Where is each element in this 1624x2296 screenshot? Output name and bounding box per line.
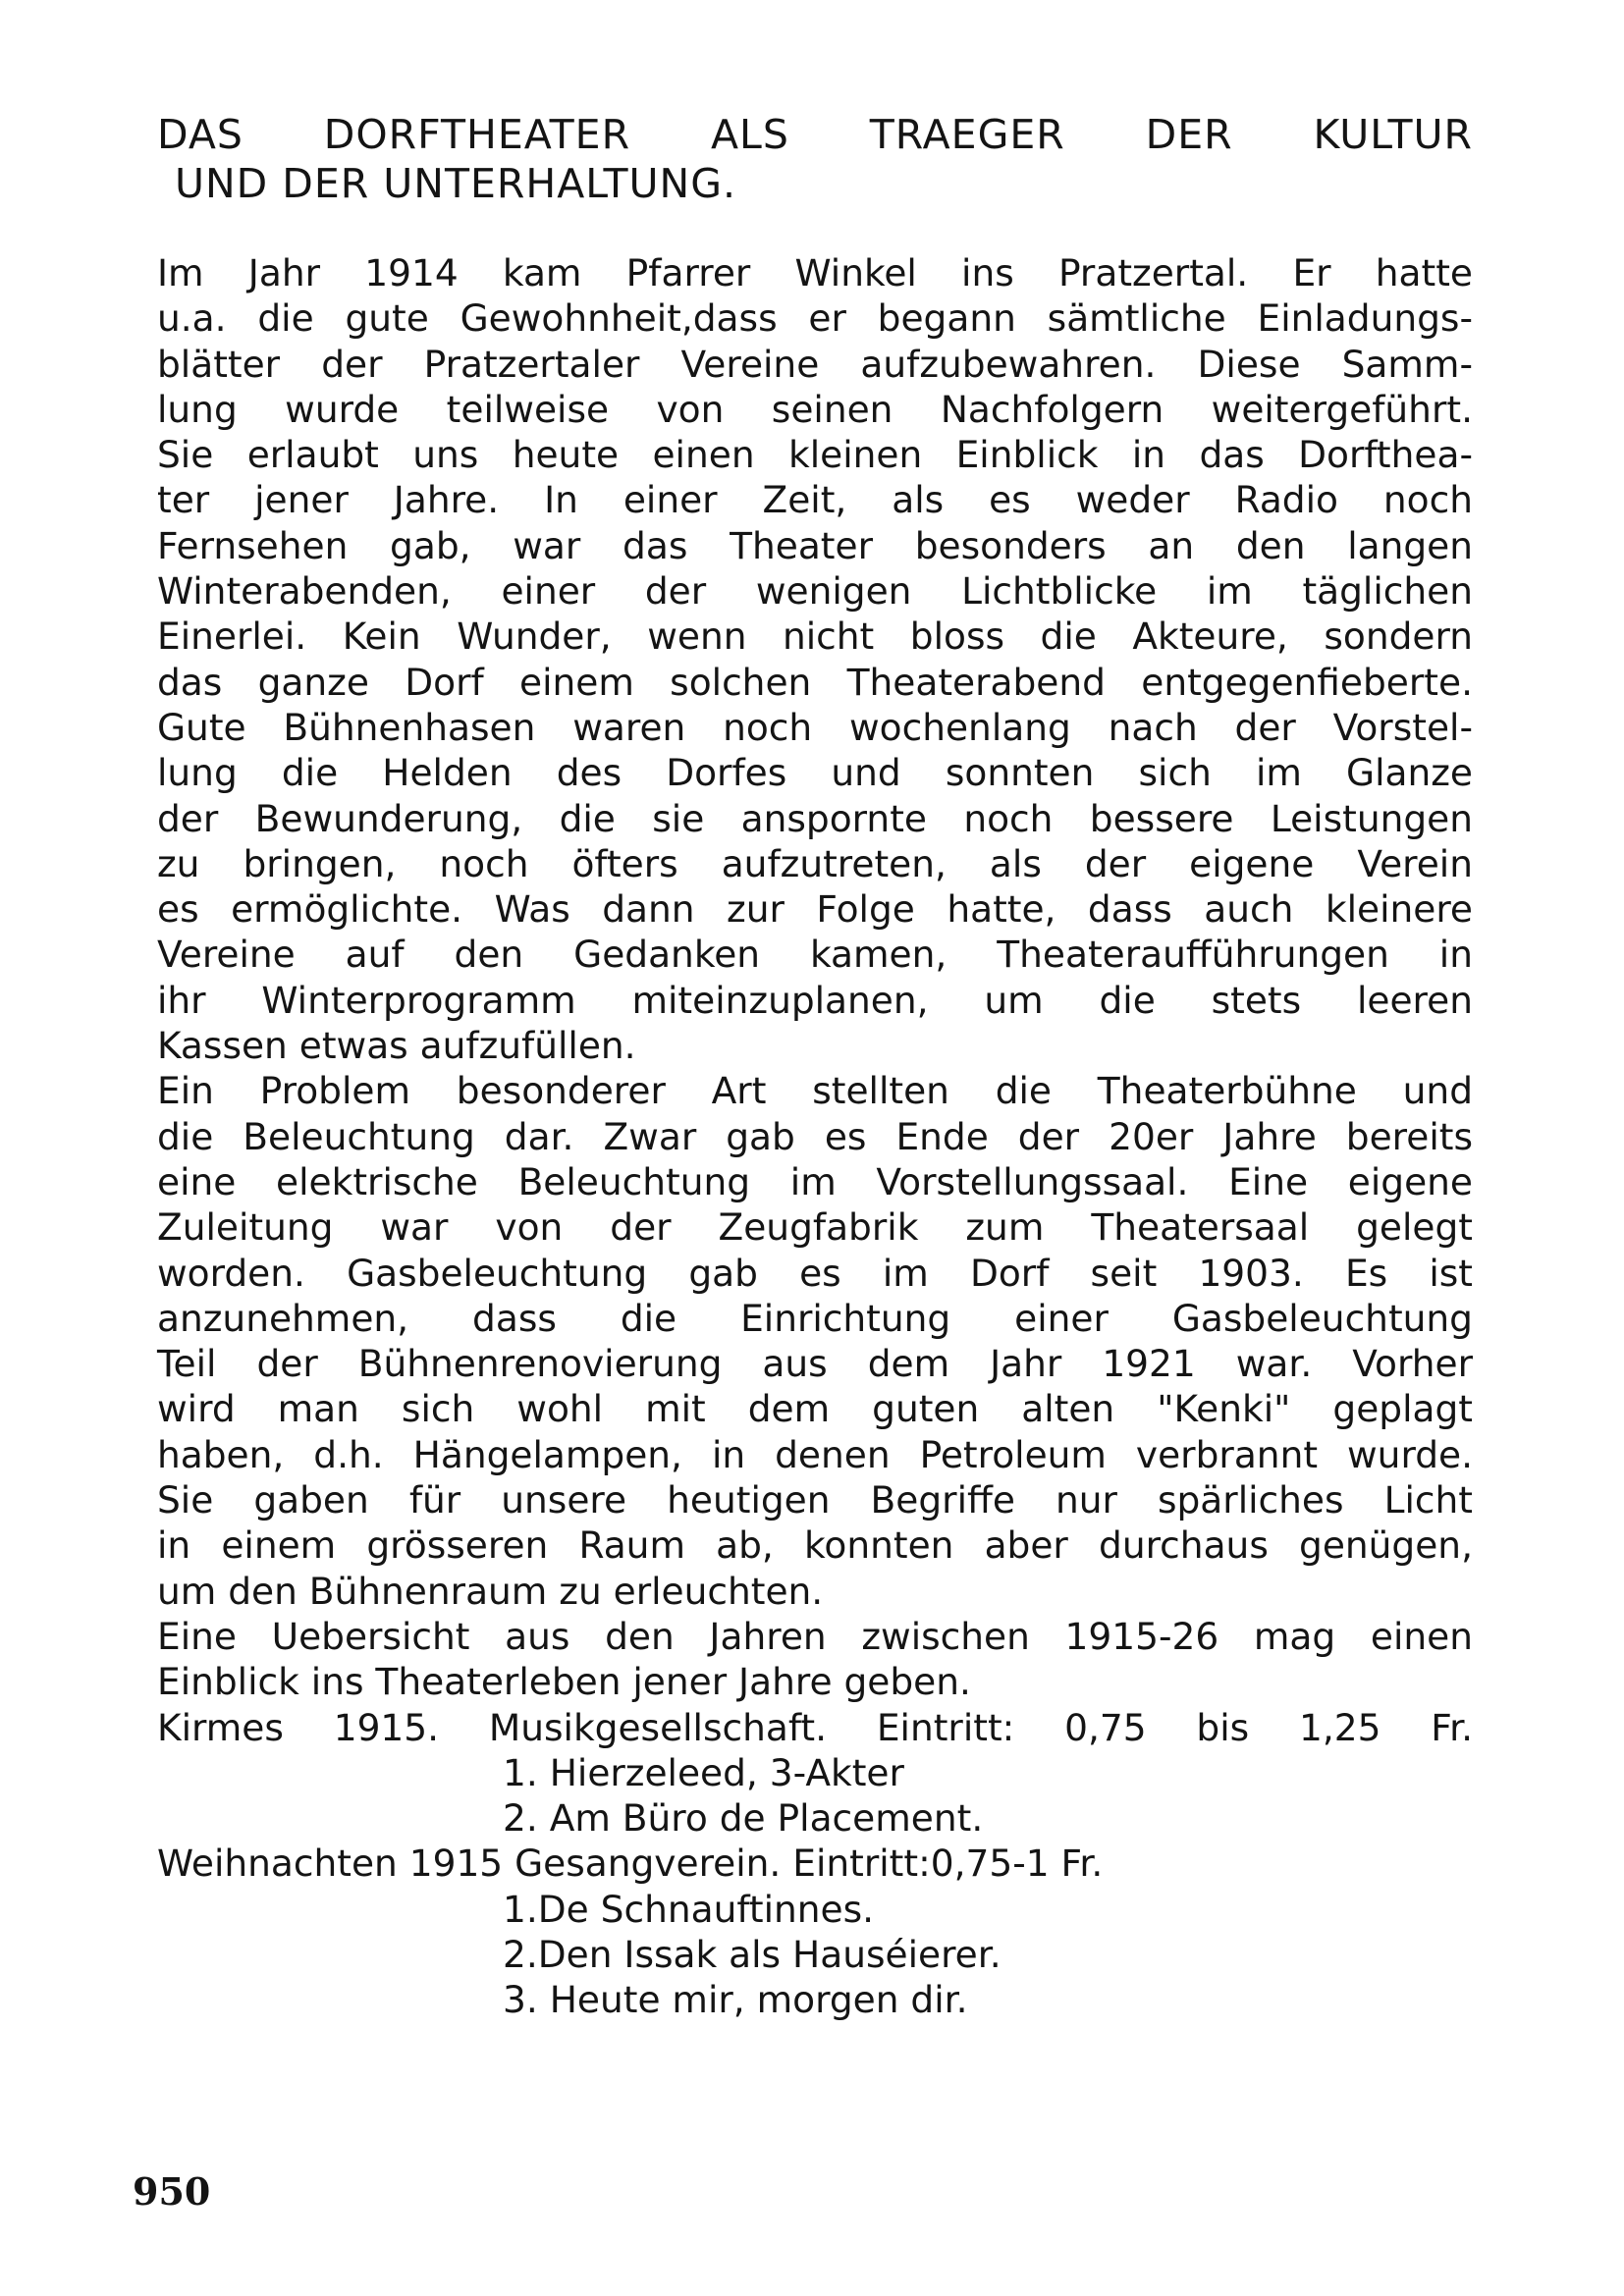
text-line: Fernsehen gab, war das Theater besonders an den langen [157,523,1473,567]
text-line: ihr Winterprogramm miteinzuplanen, um die stets leeren [157,978,1473,1022]
text-line: worden. Gasbeleuchtung gab es im Dorf seit 1903. Es ist [157,1251,1473,1295]
event-item: 1.De Schnauftinnes. [503,1887,875,1931]
text-line: wird man sich wohl mit dem guten alten "Kenki" geplagt [157,1387,1473,1431]
text-line: Zuleitung war von der Zeugfabrik zum Theatersaal gelegt [157,1205,1473,1250]
event-item: 2.Den Issak als Hauséierer. [503,1932,1001,1976]
text-line: lung die Helden des Dorfes und sonnten sich im Glanze [157,751,1473,795]
text-line: ter jener Jahre. In einer Zeit, als es weder Radio noch [157,478,1473,522]
page-title [157,110,1473,208]
text-line: es ermöglichte. Was dann zur Folge hatte, dass auch kleinere [157,887,1473,932]
event-item: 1. Hierzeleed, 3-Akter [503,1750,904,1794]
article-body [157,250,1473,2023]
event-item: 3. Heute mir, morgen dir. [503,1978,968,2022]
text-line: das ganze Dorf einem solchen Theaterabend entgegenfieberte. [157,660,1473,704]
text-line: die Beleuchtung dar. Zwar gab es Ende der 20er Jahre bereits [157,1114,1473,1158]
text-line: Im Jahr 1914 kam Pfarrer Winkel ins Pratzertal. Er hatte [157,251,1473,294]
text-line: Gute Bühnenhasen waren noch wochenlang nach der Vorstel- [157,705,1473,749]
title-line-2: UND DER UNTERHALTUNG. [175,160,736,207]
text-line: u.a. die gute Gewohnheit,dass er begann sämtliche Einladungs- [157,296,1473,341]
event-heading: Weihnachten 1915 Gesangverein. Eintritt:0,75-1 Fr. [157,1842,1104,1886]
page-number: 950 [133,2169,211,2214]
text-line: anzunehmen, dass die Einrichtung einer Gasbeleuchtung [157,1296,1473,1340]
text-line: in einem grösseren Raum ab, konnten aber durchaus genügen, [157,1523,1473,1568]
event-heading: Kirmes 1915. Musikgesellschaft. Eintritt: 0,75 bis 1,25 Fr. [157,1705,1473,1749]
text-line: Einerlei. Kein Wunder, wenn nicht bloss die Akteure, sondern [157,614,1473,659]
text-line: Einblick ins Theaterleben jener Jahre geben. [157,1660,971,1704]
text-line: Winterabenden, einer der wenigen Lichtblicke im täglichen [157,569,1473,614]
title-line-1: DAS DORFTHEATER ALS TRAEGER DER KULTUR [157,111,1473,158]
event-item: 2. Am Büro de Placement. [503,1796,984,1841]
text-line: um den Bühnenraum zu erleuchten. [157,1569,824,1613]
text-line: blätter der Pratzertaler Vereine aufzubewahren. Diese Samm- [157,342,1473,386]
text-line: eine elektrische Beleuchtung im Vorstellungssaal. Eine eigene [157,1159,1473,1203]
text-line: Eine Uebersicht aus den Jahren zwischen 1915-26 mag einen [157,1614,1473,1658]
text-line: lung wurde teilweise von seinen Nachfolgern weitergeführt. [157,387,1473,431]
text-line: Kassen etwas aufzufüllen. [157,1024,636,1068]
text-line: Teil der Bühnenrenovierung aus dem Jahr 1921 war. Vorher [157,1342,1473,1386]
text-line: Vereine auf den Gedanken kamen, Theateraufführungen in [157,933,1473,977]
text-line: Ein Problem besonderer Art stellten die Theaterbühne und [157,1069,1473,1113]
text-line: der Bewunderung, die sie anspornte noch bessere Leistungen [157,796,1473,840]
text-line: Sie erlaubt uns heute einen kleinen Einblick in das Dorfthea- [157,433,1473,477]
text-line: zu bringen, noch öfters aufzutreten, als der eigene Verein [157,841,1473,885]
text-line: Sie gaben für unsere heutigen Begriffe nur spärliches Licht [157,1478,1473,1522]
text-line: haben, d.h. Hängelampen, in denen Petroleum verbrannt wurde. [157,1432,1473,1476]
